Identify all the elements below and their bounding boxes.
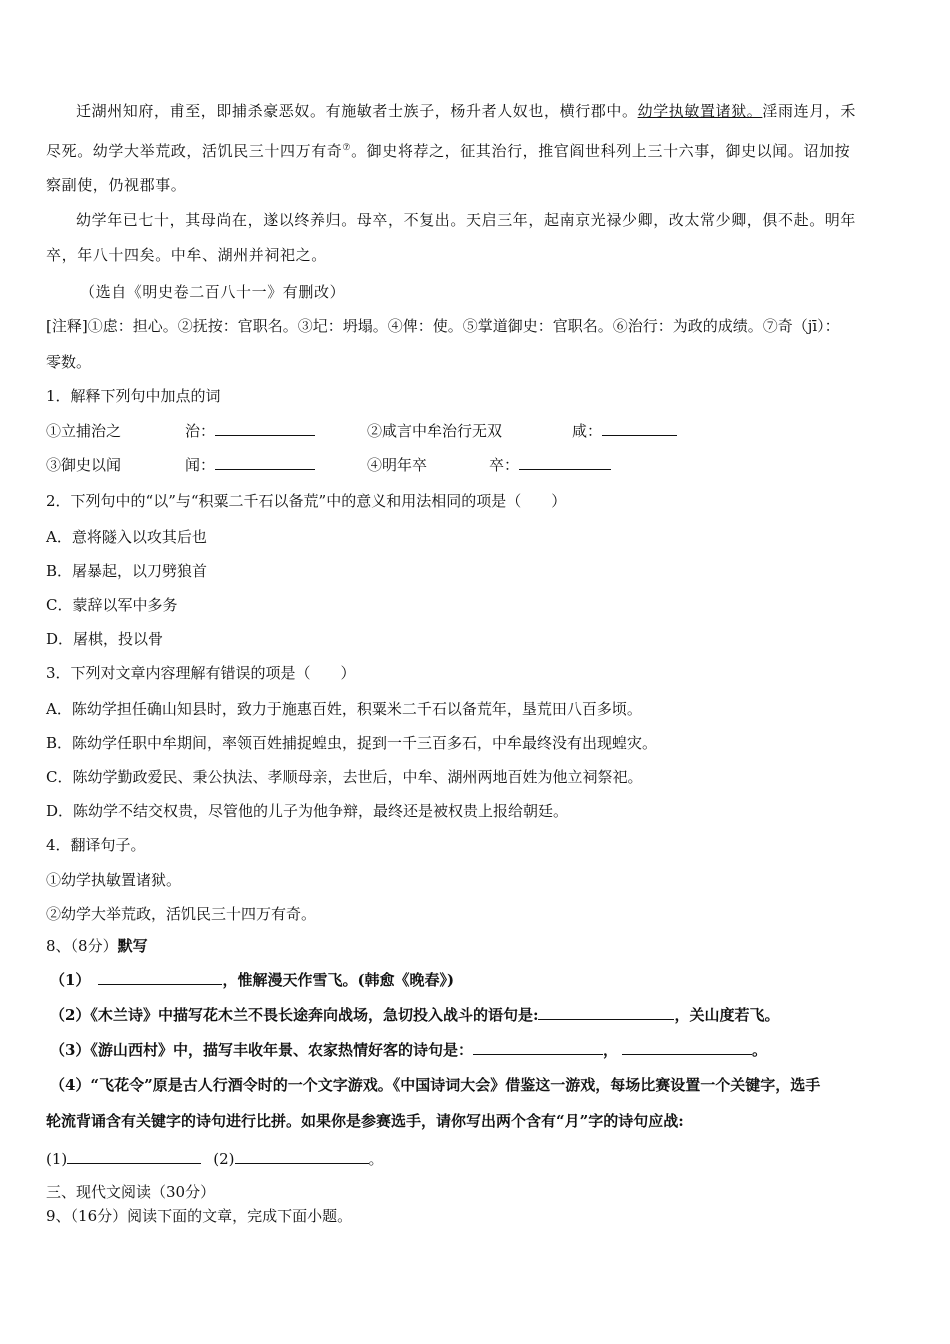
q1-item: ①立捕治之 <box>46 422 122 440</box>
answer-blank[interactable] <box>473 1040 603 1055</box>
q3-option-d[interactable]: D．陈幼学不结交权贵，尽管他的儿子为他争辩，最终还是被权贵上报给朝廷。 <box>46 802 569 820</box>
answer-blank[interactable] <box>98 970 222 985</box>
q8-item-text: ， <box>602 1041 618 1059</box>
answer-blank[interactable] <box>235 1149 369 1164</box>
q1-answer <box>185 421 315 441</box>
passage-text: 迁湖州知府，甫至，即捕杀豪恶奴。有施敏者士族子，杨升者人奴也，横行郡中。 <box>76 102 638 120</box>
q8-answer-number: (2) <box>213 1150 235 1168</box>
q1-label: 咸： <box>572 422 603 440</box>
question-1-title: 1．解释下列句中加点的词 <box>46 387 221 405</box>
q2-option-c[interactable]: C．蒙辞以军中多务 <box>46 596 178 614</box>
q1-answer <box>572 421 677 441</box>
q1-label: 治： <box>185 422 216 440</box>
q2-option-a[interactable]: A．意将隧入以攻其后也 <box>46 528 207 546</box>
answer-blank[interactable] <box>215 455 315 470</box>
q1-label: 卒： <box>489 456 520 474</box>
passage-text: 淫雨连月，禾 <box>762 102 857 120</box>
q8-item-4-cont: 轮流背诵含有关键字的诗句进行比拼。如果你是参赛选手，请你写出两个含有“月”字的诗句应战: <box>46 1112 684 1130</box>
q2-option-b[interactable]: B．屠暴起，以刀劈狼首 <box>46 562 208 580</box>
q8-item-text: （2）《木兰诗》中描写花木兰不畏长途奔向战场，急切投入战斗的语句是: <box>50 1006 539 1024</box>
section-3-title: 三、现代文阅读（30分） <box>46 1183 216 1201</box>
answer-blank[interactable] <box>215 421 315 436</box>
passage-line: 卒，年八十四矣。中牟、湖州并祠祀之。 <box>46 246 327 264</box>
q8-item-text: ，关山度若飞。 <box>674 1006 780 1024</box>
passage-line <box>46 138 850 161</box>
question-2-title: 2．下列句中的“以”与“积粟二千石以备荒”中的意义和用法相同的项是（ ） <box>46 492 567 510</box>
q4-sentence: ②幼学大举荒政，活饥民三十四万有奇。 <box>46 905 317 923</box>
q1-answer <box>185 455 315 475</box>
q8-item-4: （4）“飞花令”原是古人行酒令时的一个文字游戏。《中国诗词大会》借鉴这一游戏，每场比赛设置一个关键字，选手 <box>50 1076 821 1094</box>
q1-item: ②咸言中牟治行无双 <box>367 422 503 440</box>
q4-sentence: ①幼学执敏置诸狱。 <box>46 871 182 889</box>
answer-blank[interactable] <box>67 1149 201 1164</box>
q1-item: ③御史以闻 <box>46 456 122 474</box>
q8-item-text: 。 <box>368 1150 384 1168</box>
q8-item-number: （1） <box>50 971 91 989</box>
q1-label: 闻： <box>185 456 216 474</box>
passage-text: 尽死。幼学大举荒政，活饥民三十四万有奇 <box>46 142 343 160</box>
passage-line <box>76 101 856 121</box>
q8-item-text: 。 <box>751 1041 767 1059</box>
answer-blank[interactable] <box>622 1040 752 1055</box>
passage-source: （选自《明史卷二百八十一》有删改） <box>80 283 346 301</box>
q3-option-c[interactable]: C．陈幼学勤政爱民、秉公执法、孝顺母亲，去世后，中牟、湖州两地百姓为他立祠祭祀。 <box>46 768 643 786</box>
notes-line: 零数。 <box>46 353 92 371</box>
q8-type: 默写 <box>117 937 148 955</box>
q8-item-1 <box>50 970 454 990</box>
passage-line: 幼学年已七十，其母尚在，遂以终养归。母卒，不复出。天启三年，起南京光禄少卿，改太常少卿，俱不赴。明年 <box>76 211 857 229</box>
question-9-title: 9、（16分）阅读下面的文章，完成下面小题。 <box>46 1207 353 1225</box>
notes-line: [注释]①虑：担心。②抚按：官职名。③圮：坍塌。④俾：使。⑤掌道御史：官职名。⑥治行：为政的成绩。⑦奇（jī）： <box>46 317 840 335</box>
passage-text: 。御史将荐之，征其治行，推官阎世科列上三十六事，御史以闻。诏加按 <box>351 142 851 160</box>
q3-option-b[interactable]: B．陈幼学任职中牟期间，率领百姓捕捉蝗虫，捉到一千三百多石，中牟最终没有出现蝗灾。 <box>46 734 658 752</box>
answer-blank[interactable] <box>602 421 677 436</box>
q1-item: ④明年卒 <box>367 456 428 474</box>
q8-item-text: （3）《游山西村》中，描写丰收年景、农家热情好客的诗句是： <box>50 1041 473 1059</box>
q8-answer-number: (1) <box>46 1150 68 1168</box>
answer-blank[interactable] <box>538 1005 674 1020</box>
question-4-title: 4．翻译句子。 <box>46 836 146 854</box>
passage-line: 察副使，仍视郡事。 <box>46 176 187 194</box>
answer-blank[interactable] <box>519 455 611 470</box>
question-8-heading <box>46 936 148 956</box>
q3-option-a[interactable]: A．陈幼学担任确山知县时，致力于施惠百姓，积粟米二千石以备荒年，垦荒田八百多顷。 <box>46 700 642 718</box>
q8-item-3 <box>50 1040 767 1060</box>
q8-item-4-answers <box>46 1149 384 1169</box>
q1-answer <box>489 455 611 475</box>
q8-item-text: ，惟解漫天作雪飞。(韩愈《晚春》) <box>222 971 455 989</box>
footnote-marker: ⑦ <box>342 143 352 153</box>
q8-item-2 <box>50 1005 780 1025</box>
q8-points: 8、（8分） <box>46 937 118 955</box>
question-3-title: 3．下列对文章内容理解有错误的项是（ ） <box>46 664 356 682</box>
underlined-sentence: 幼学执敏置诸狱。 <box>637 102 763 120</box>
q2-option-d[interactable]: D．屠棋，投以骨 <box>46 630 164 648</box>
